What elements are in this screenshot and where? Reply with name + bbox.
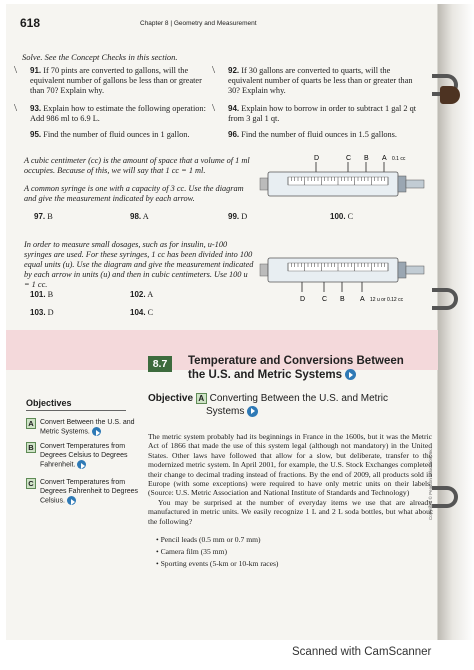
- exercise-94: [228, 104, 424, 124]
- syringe1-label-b: B: [364, 155, 369, 162]
- play-video-icon[interactable]: [345, 369, 356, 380]
- exercise-text: Explain how to estimate the following operation: Add 986 ml to 6.9 L.: [30, 104, 206, 123]
- syringe2-label-a: A: [360, 296, 365, 303]
- binder-clip: [440, 86, 460, 104]
- exercise-91: [30, 66, 210, 96]
- list-item: • Camera film (35 mm): [156, 547, 227, 556]
- section-title-line2: the U.S. and Metric Systems: [188, 369, 343, 381]
- section-title-line1: Temperature and Conversions Between: [188, 355, 404, 367]
- page-number: 618: [20, 16, 41, 30]
- exercise-text: Find the number of fluid ounces in 1 gallon.: [43, 130, 190, 139]
- running-head: Chapter 8 | Geometry and Measurement: [140, 20, 257, 27]
- needle-hub: [260, 264, 268, 276]
- objective-text: Convert Temperatures from Degrees Celsius to Degrees Fahrenheit.: [40, 443, 128, 469]
- objective-a-title-line1: Converting Between the U.S. and Metric: [209, 393, 389, 404]
- exercise-number: 92.: [228, 66, 240, 75]
- list-item: • Pencil leads (0.5 mm or 0.7 mm): [156, 535, 261, 544]
- answer-99: [228, 212, 247, 221]
- play-video-icon[interactable]: [92, 427, 101, 436]
- syringe2-label-b: B: [340, 296, 345, 303]
- objective-letter: B: [26, 442, 36, 453]
- cc-intro: A cubic centimeter (cc) is the amount of space that a volume of 1 ml occupies. Because of this, we will say that 1 cc = 1 ml.: [24, 156, 250, 175]
- answer-102: [130, 290, 153, 299]
- objective-letter: C: [26, 478, 36, 489]
- exercise-number: 94.: [228, 104, 240, 113]
- exercise-number: 91.: [30, 66, 42, 75]
- plunger-flange: [398, 262, 406, 278]
- exercise-text: If 30 gallons are converted to quarts, will the equivalent number of quarts be less than or greater than 30? Explain why.: [228, 66, 413, 95]
- answer-101: [30, 290, 53, 299]
- body-text: [148, 432, 432, 526]
- section-number: 8.7: [148, 356, 172, 372]
- exercise-number: 96.: [228, 130, 240, 139]
- objectives-heading: Objectives: [26, 398, 72, 408]
- scanner-watermark: Scanned with CamScanner: [292, 646, 432, 658]
- answer-number: 100.: [330, 212, 346, 221]
- check-mark: \: [14, 102, 18, 114]
- plunger: [406, 180, 424, 188]
- binder-ring: [432, 288, 458, 310]
- exercise-92: [228, 66, 424, 96]
- answer-number: 97.: [34, 212, 46, 221]
- syringe-3cc-diagram: [258, 150, 428, 206]
- objective-a-title-line2: Systems: [206, 406, 245, 417]
- exercise-96: [228, 130, 424, 140]
- answer-value: B: [47, 212, 53, 221]
- binder-ring: [432, 486, 458, 508]
- exercise-93: [30, 104, 210, 124]
- answer-value: D: [47, 308, 54, 317]
- answer-value: A: [147, 290, 154, 299]
- list-item: • Sporting events (5-km or 10-km races): [156, 559, 279, 568]
- syringe2-label-c: C: [322, 296, 328, 303]
- instructions: Solve. See the Concept Checks in this section.: [22, 52, 178, 62]
- plunger-flange: [398, 176, 406, 192]
- answer-number: 98.: [130, 212, 142, 221]
- syringe2-note: 12 u or 0.12 cc: [370, 297, 404, 303]
- exercise-text: If 70 pints are converted to gallons, will the equivalent number of gallons be less than or greater than 70? Explain why.: [30, 66, 202, 95]
- exercise-number: 93.: [30, 104, 42, 113]
- syringe-intro: A common syringe is one with a capacity of 3 cc. Use the diagram and give the measurement indicated by each arrow.: [24, 184, 244, 203]
- exercise-text: Find the number of fluid ounces in 1.5 gallons.: [241, 130, 397, 139]
- needle-hub: [260, 178, 268, 190]
- check-mark: \: [212, 64, 216, 76]
- exercise-number: 95.: [30, 130, 42, 139]
- syringe1-label-c: C: [346, 155, 352, 162]
- check-mark: \: [14, 64, 18, 76]
- objective-text: Convert Between the U.S. and Metric Systems.: [40, 419, 135, 436]
- answer-value: C: [347, 212, 354, 221]
- objective-letter: A: [196, 393, 207, 404]
- body-paragraph-2: You may be surprised at the number of everyday items we use that are already manufactured in metric units. We easily recognize 1 L and 2 L soda bottles, but what about the following?: [148, 497, 432, 526]
- syringe2-label-d: D: [300, 296, 306, 303]
- answer-value: B: [47, 290, 54, 299]
- answer-value: C: [147, 308, 154, 317]
- divider: [26, 410, 126, 411]
- section-title: [188, 354, 404, 382]
- answer-value: A: [142, 212, 149, 221]
- answer-98: [130, 212, 149, 221]
- body-paragraph-1: The metric system probably had its beginnings in France in the 1600s, but it was the Metric Act of 1866 that made the use of this system legal (although not mandatory) in the United States. Other laws have followed that allow for a slow, but deliberate, transfer to the modernized metric system. In April 2001, for example, the U.S. Stock Exchanges completed their change to decimal trading instead of fractions. By the end of 2009, all products sold in Europe (with some exceptions) were required to have only metric units on their labels. (Source: U.S. Metric Association and National Institute of Standards and Technology): [148, 432, 432, 498]
- answer-number: 103.: [30, 308, 46, 317]
- answer-number: 104.: [130, 308, 146, 317]
- answer-104: [130, 308, 153, 317]
- syringe1-note: 0.1 cc: [392, 156, 406, 162]
- objective-label: Objective: [148, 393, 194, 404]
- page-header: [20, 16, 420, 32]
- objective-letter: A: [26, 418, 36, 429]
- answer-value: D: [241, 212, 248, 221]
- check-mark: \: [212, 102, 216, 114]
- play-video-icon[interactable]: [67, 496, 76, 505]
- answer-number: 102.: [130, 290, 146, 299]
- answer-97: [34, 212, 53, 221]
- bullet-list: [156, 534, 278, 570]
- answer-number: 101.: [30, 290, 46, 299]
- play-video-icon[interactable]: [247, 406, 258, 417]
- syringe1-label-d: D: [314, 155, 320, 162]
- syringe-u100-diagram: [258, 250, 428, 306]
- answer-number: 99.: [228, 212, 240, 221]
- exercise-95: [30, 130, 210, 140]
- copyright-notice: Copyright © Pearson Education, Inc.: [428, 447, 433, 520]
- exercise-text: Explain how to borrow in order to subtract 1 gal 2 qt from 3 gal 1 qt.: [228, 104, 417, 123]
- objective-text: Convert Temperatures from Degrees Fahrenheit to Degrees Celsius.: [40, 479, 139, 505]
- play-video-icon[interactable]: [77, 460, 86, 469]
- objective-a-heading: [148, 392, 388, 418]
- answer-103: [30, 308, 54, 317]
- syringe1-label-a: A: [382, 155, 387, 162]
- plunger: [406, 266, 424, 274]
- insulin-intro: In order to measure small dosages, such as for insulin, u-100 syringes are used. For these syringes, 1 cc has been divided into 100 equal units (u). Use the diagram and give the measurement indicated by each arrow in units (u) and then in cubic centimeters. Use 100 u = 1 cc.: [24, 240, 254, 289]
- answer-100: [330, 212, 353, 221]
